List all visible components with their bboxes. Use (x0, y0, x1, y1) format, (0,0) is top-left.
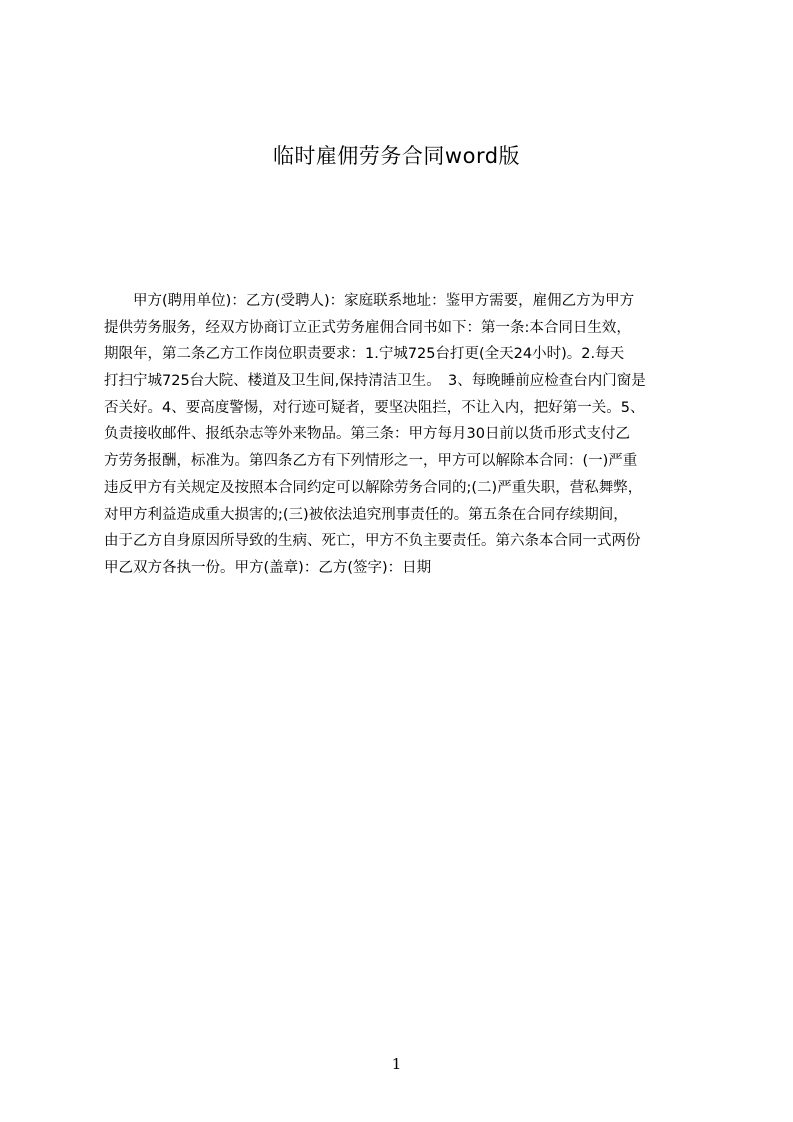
body-line: 由于乙方自身原因所导致的生病、死亡，甲方不负主要责任。第六条本合同一式两份 (104, 533, 641, 550)
body-line: 否关好。4、要高度警惕，对行迹可疑者，要坚决阻拦，不让入内，把好第一关。5、 (104, 399, 645, 416)
body-line: 负责接收邮件、报纸杂志等外来物品。第三条：甲方每月30日前以货币形式支付乙 (104, 426, 630, 443)
body-line: 甲乙双方各执一份。甲方(盖章)：乙方(签字)：日期 (104, 559, 432, 576)
body-line: 提供劳务服务，经双方协商订立正式劳务雇佣合同书如下：第一条:本合同日生效， (104, 319, 631, 336)
body-line: 违反甲方有关规定及按照本合同约定可以解除劳务合同的;(二)严重失职，营私舞弊， (104, 479, 643, 496)
body-line: 对甲方利益造成重大损害的;(三)被依法追究刑事责任的。第五条在合同存续期间， (104, 506, 628, 523)
body-line: 甲方(聘用单位)：乙方(受聘人)：家庭联系地址：鉴甲方需要，雇佣乙方为甲方 (104, 293, 635, 309)
body-line: 方劳务报酬，标准为。第四条乙方有下列情形之一，甲方可以解除本合同：(一)严重 (104, 453, 638, 470)
page-number: 1 (391, 1055, 402, 1073)
document-title: 临时雇佣劳务合同word版 (272, 144, 521, 168)
body-line: 期限年，第二条乙方工作岗位职责要求：1.宁城725台打更(全天24小时)。2.每天 (104, 346, 625, 363)
body-line: 打扫宁城725台大院、楼道及卫生间,保持清洁卫生。 3、每晚睡前应检查台内门窗是 (104, 373, 646, 390)
document-body (104, 288, 698, 582)
